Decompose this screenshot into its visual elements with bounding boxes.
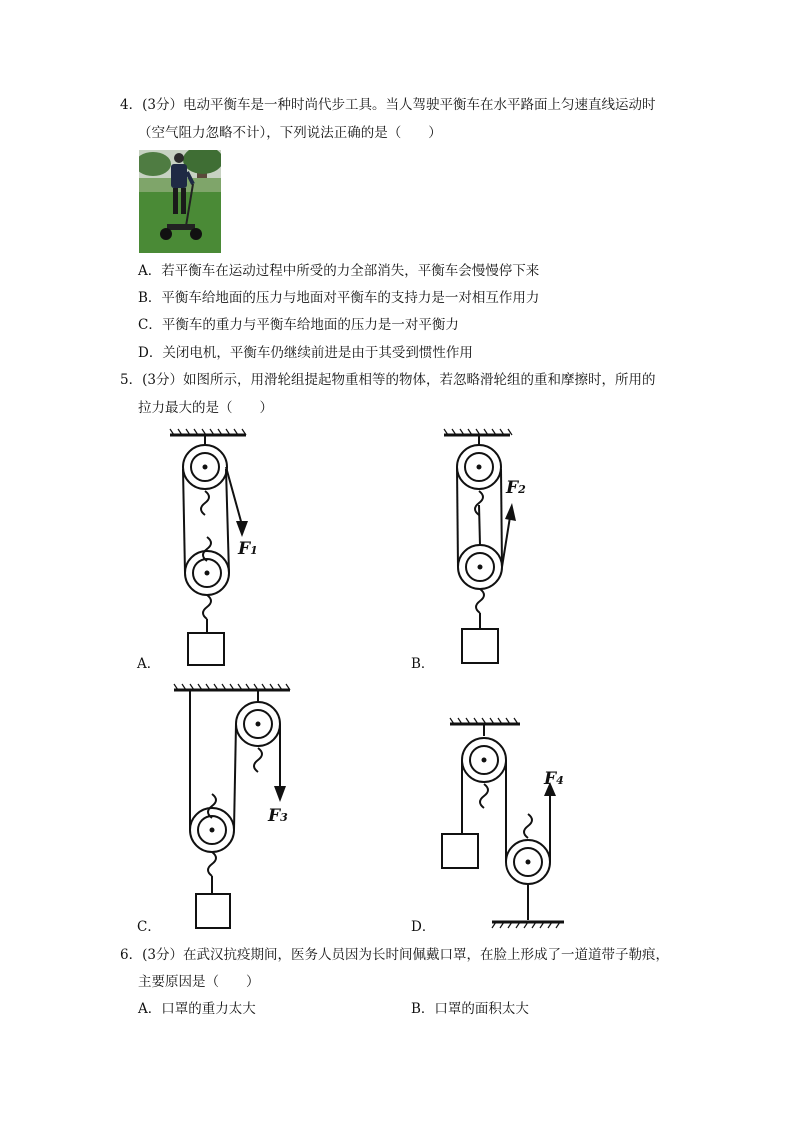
pulley-figure-a [160,425,280,670]
q4-option-b: B．平衡车给地面的压力与地面对平衡车的支持力是一对相互作用力 [138,290,540,306]
figure-label-d: D． [411,919,436,935]
q4-option-c: C．平衡车的重力与平衡车给地面的压力是一对平衡力 [138,317,459,333]
figure-label-b: B． [411,656,435,672]
force-subscript: 1 [250,544,258,557]
q4-option-d: D．关闭电机，平衡车仍继续前进是由于其受到惯性作用 [138,345,473,361]
balance-scooter-illustration [139,150,221,253]
force-symbol: F [268,806,281,826]
figure-label-a: A． [137,656,161,672]
pulley-figure-b [434,425,554,670]
q5-stem-line2: 拉力最大的是（ ） [138,400,273,416]
force-subscript: 2 [518,483,526,496]
q6-option-a: A．口罩的重力太大 [138,1001,256,1017]
q6-stem-line1: 6．(3分）在武汉抗疫期间，医务人员因为长时间佩戴口罩，在脸上形成了一道道带子勒痕， [120,947,669,963]
force-subscript: 3 [280,811,288,824]
balance-scooter-photo [139,150,221,253]
q4-stem-line1: 4．(3分）电动平衡车是一种时尚代步工具。当人驾驶平衡车在水平路面上匀速直线运动时 [120,97,656,113]
force-symbol: F [506,478,519,498]
force-subscript: 4 [556,774,564,787]
q5-stem-line1: 5．(3分）如图所示，用滑轮组提起物重相等的物体，若忽略滑轮组的重和摩擦时，所用的 [120,372,656,388]
force-label-f3 [268,806,288,826]
force-symbol: F [544,769,557,789]
q6-stem-line2: 主要原因是（ ） [138,974,260,990]
force-symbol: F [238,539,251,559]
q6-option-b: B．口罩的面积太大 [411,1001,529,1017]
pulley-figure-d [436,712,576,932]
force-label-f1 [238,539,258,559]
q4-stem-line2: （空气阻力忽略不计），下列说法正确的是（ ） [138,125,442,141]
q4-option-a: A．若平衡车在运动过程中所受的力全部消失，平衡车会慢慢停下来 [138,263,540,279]
force-label-f4 [544,769,564,789]
figure-label-c: C． [137,919,161,935]
force-label-f2 [506,478,526,498]
